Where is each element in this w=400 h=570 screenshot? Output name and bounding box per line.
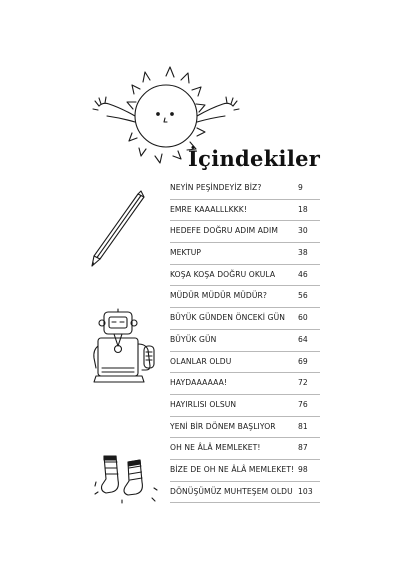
toc-chapter-title: BÜYÜK GÜN xyxy=(170,334,217,344)
toc-page-number: 72 xyxy=(298,378,308,388)
toc-chapter-title: NEYİN PEŞİNDEYİZ BİZ? xyxy=(170,183,262,192)
toc-page-number: 98 xyxy=(298,464,308,474)
toc-row[interactable] xyxy=(170,330,320,352)
toc-page-number: 60 xyxy=(298,313,308,323)
toc-row[interactable] xyxy=(170,395,320,417)
toc-page-number: 64 xyxy=(298,334,308,344)
toc-row[interactable] xyxy=(170,482,320,504)
toc-row[interactable] xyxy=(170,417,320,439)
toc-row[interactable] xyxy=(170,460,320,482)
toc-row[interactable] xyxy=(170,438,320,460)
toc-page-number: 9 xyxy=(298,183,303,192)
toc-chapter-title: HAYIRLISI OLSUN xyxy=(170,399,237,409)
page-title: İçindekiler xyxy=(188,146,321,171)
pencil-illustration-icon xyxy=(88,190,152,270)
socks-illustration-icon xyxy=(94,452,158,504)
toc-row[interactable] xyxy=(170,352,320,374)
toc-page-number: 56 xyxy=(298,291,308,301)
robot-illustration-icon xyxy=(92,308,160,386)
toc-page-number: 87 xyxy=(298,443,308,453)
toc-chapter-title: EMRE KAAALLLKKK! xyxy=(170,204,247,214)
toc-row[interactable] xyxy=(170,243,320,265)
toc-row[interactable] xyxy=(170,286,320,308)
toc-row[interactable] xyxy=(170,221,320,243)
toc-row[interactable] xyxy=(170,200,320,222)
toc-page-number: 18 xyxy=(298,204,308,214)
toc-chapter-title: DÖNÜŞÜMÜZ MUHTEŞEM OLDU xyxy=(170,486,293,496)
toc-chapter-title: HAYDAAAAAA! xyxy=(170,378,228,388)
toc-row[interactable] xyxy=(170,308,320,330)
toc-page-number: 69 xyxy=(298,356,308,366)
toc-chapter-title: BÜYÜK GÜNDEN ÖNCEKİ GÜN xyxy=(170,313,286,323)
toc-chapter-title: OH NE ÂLÂ MEMLEKET! xyxy=(170,443,261,453)
toc-page-number: 103 xyxy=(298,486,313,496)
toc-row[interactable] xyxy=(170,178,320,200)
toc-chapter-title: KOŞA KOŞA DOĞRU OKULA xyxy=(170,269,276,279)
toc-page-number: 38 xyxy=(298,248,308,258)
toc-row[interactable] xyxy=(170,265,320,287)
toc-page-number: 76 xyxy=(298,399,308,409)
toc-page-number: 46 xyxy=(298,269,308,279)
table-of-contents xyxy=(170,178,320,503)
toc-chapter-title: MÜDÜR MÜDÜR MÜDÜR? xyxy=(170,291,268,301)
toc-chapter-title: MEKTUP xyxy=(170,248,202,258)
toc-chapter-title: HEDEFE DOĞRU ADIM ADIM xyxy=(170,226,278,236)
toc-page-number: 30 xyxy=(298,226,308,236)
toc-chapter-title: BİZE DE OH NE ÂLÂ MEMLEKET! xyxy=(170,464,295,474)
toc-chapter-title: YENİ BİR DÖNEM BAŞLIYOR xyxy=(170,421,276,431)
toc-row[interactable] xyxy=(170,373,320,395)
toc-page-number: 81 xyxy=(298,421,308,431)
toc-chapter-title: OLANLAR OLDU xyxy=(170,356,232,366)
toc-divider xyxy=(170,502,320,503)
